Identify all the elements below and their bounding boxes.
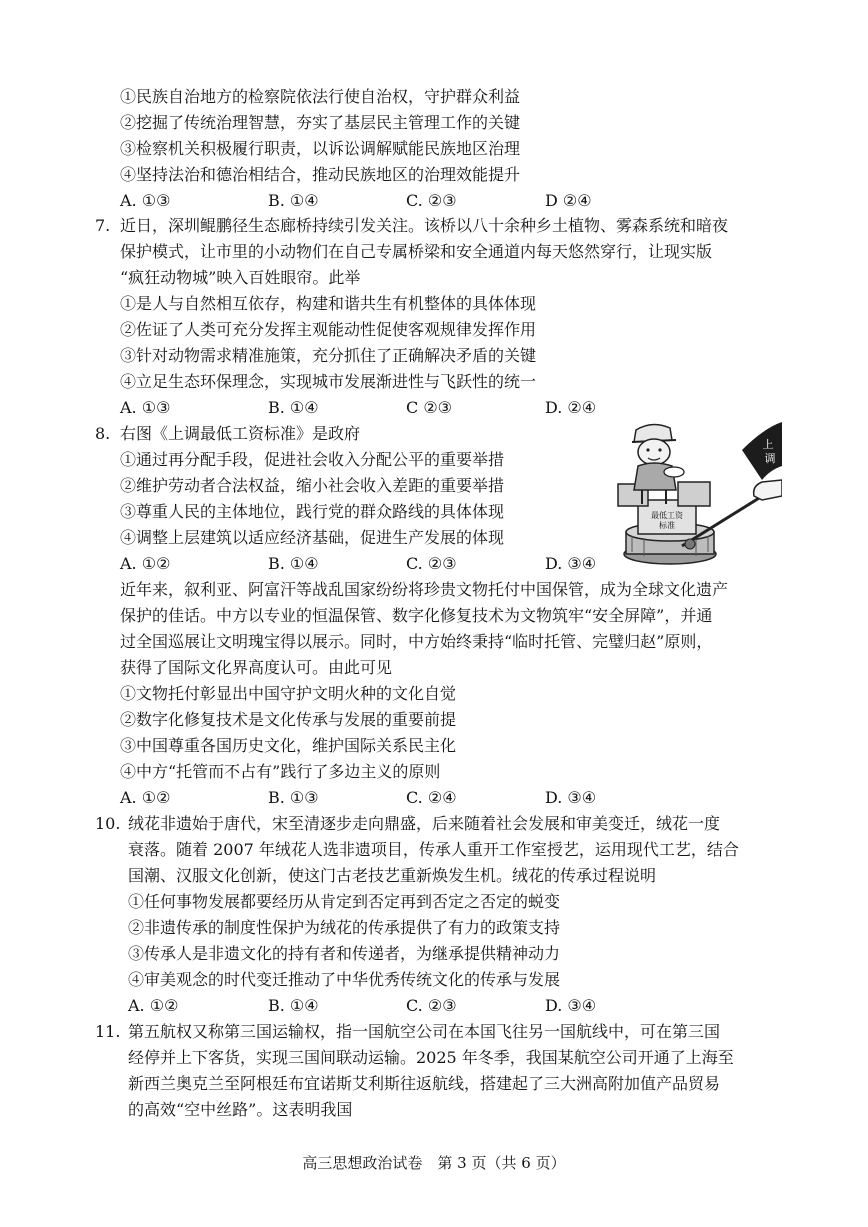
q8-option-a: A. ①② (120, 554, 171, 573)
q7-item-4: ④立足生态环保理念，实现城市发展渐进性与飞跃性的统一 (120, 372, 537, 391)
q7-stem-line-2: 保护模式，让市里的小动物们在自己专属桥梁和安全通道内每天悠然穿行，让现实版 (120, 242, 713, 261)
q9-item-3: ③中国尊重各国历史文化，维护国际关系民主化 (120, 736, 457, 755)
q10-option-d: D. ③④ (545, 996, 597, 1015)
page-footer: 高三思想政治试卷 第 3 页（共 6 页） (302, 1154, 566, 1172)
q10-item-4: ④审美观念的时代变迁推动了中华优秀传统文化的传承与发展 (128, 970, 561, 989)
q8-stem: 右图《上调最低工资标准》是政府 (120, 424, 361, 443)
q8-item-2: ②维护劳动者合法权益，缩小社会收入差距的重要举措 (120, 476, 505, 495)
q9-option-d: D. ③④ (545, 788, 597, 807)
q7-item-3: ③针对动物需求精准施策，充分抓住了正确解决矛盾的关键 (120, 346, 537, 365)
q9-item-1: ①文物托付彰显出中国守护文明火种的文化自觉 (120, 684, 457, 703)
q10-stem-line-3: 国潮、汉服文化创新，使这门古老技艺重新焕发生机。绒花的传承过程说明 (128, 866, 657, 885)
q6-item-1: ①民族自治地方的检察院依法行使自治权，守护群众利益 (120, 87, 521, 106)
q10-option-c: C. ②③ (406, 996, 457, 1015)
q10-item-3: ③传承人是非遗文化的持有者和传递者，为继承提供精神动力 (128, 944, 561, 963)
q8-option-d: D. ③④ (545, 554, 597, 573)
q9-item-4: ④中方“托管而不占有”践行了多边主义的原则 (120, 762, 441, 781)
q10-item-1: ①任何事物发展都要经历从肯定到否定再到否定之否定的蜕变 (128, 892, 561, 911)
q8-option-b: B. ①④ (268, 554, 319, 573)
q9-stem-line-4: 获得了国际文化界高度认可。由此可见 (120, 658, 393, 677)
q6-option-a: A. ①③ (120, 191, 171, 210)
q6-item-4: ④坚持法治和德治相结合，推动民族地区的治理效能提升 (120, 165, 521, 184)
q7-option-c: C ②③ (406, 398, 453, 417)
minimum-wage-cartoon (612, 420, 782, 570)
q7-option-a: A. ①③ (120, 398, 171, 417)
cartoon-label-line-2: 标准 (659, 521, 675, 530)
q6-item-3: ③检察机关积极履行职责，以诉讼调解赋能民族地区治理 (120, 139, 521, 158)
cartoon-banner-char-1: 上 (762, 438, 774, 451)
q9-stem-line-1: 近年来，叙利亚、阿富汗等战乱国家纷纷将珍贵文物托付中国保管，成为全球文化遗产 (120, 580, 729, 599)
cartoon-banner-char-2: 调 (764, 452, 776, 465)
q8-number: 8. (95, 424, 111, 443)
q7-option-d: D. ②④ (545, 398, 597, 417)
q11-stem-line-3: 新西兰奥克兰至阿根廷布宜诺斯艾利斯往返航线，搭建起了三大洲高附加值产品贸易 (128, 1074, 721, 1093)
q11-number: 11. (95, 1022, 121, 1041)
q10-stem-line-1: 绒花非遗始于唐代，宋至清逐步走向鼎盛，后来随着社会发展和审美变迁，绒花一度 (128, 814, 721, 833)
q8-item-4: ④调整上层建筑以适应经济基础，促进生产发展的体现 (120, 528, 505, 547)
q10-option-a: A. ①② (128, 996, 179, 1015)
q10-item-2: ②非遗传承的制度性保护为绒花的传承提供了有力的政策支持 (128, 918, 561, 937)
q6-option-d: D ②④ (545, 191, 592, 210)
q11-stem-line-4: 的高效“空中丝路”。这表明我国 (128, 1100, 353, 1119)
q10-stem-line-2: 衰落。随着 2007 年绒花人选非遗项目，传承人重开工作室授艺，运用现代工艺，结合 (128, 840, 739, 859)
q7-number: 7. (95, 216, 111, 235)
q6-item-2: ②挖掘了传统治理智慧，夯实了基层民主管理工作的关键 (120, 113, 521, 132)
q7-option-b: B. ①④ (268, 398, 319, 417)
q6-option-b: B. ①④ (268, 191, 319, 210)
q9-item-2: ②数字化修复技术是文化传承与发展的重要前提 (120, 710, 457, 729)
q7-stem-line-1: 近日，深圳鲲鹏径生态廊桥持续引发关注。该桥以八十余种乡土植物、雾森系统和暗夜 (120, 216, 729, 235)
q10-option-b: B. ①④ (268, 996, 319, 1015)
cartoon-label-line-1: 最低工资 (651, 511, 683, 520)
q8-option-c: C. ②③ (406, 554, 457, 573)
q9-stem-line-2: 保护的佳话。中方以专业的恒温保管、数字化修复技术为文物筑牢“安全屏障”，并通 (120, 606, 713, 625)
q9-stem-line-3: 过全国巡展让文明瑰宝得以展示。同时，中方始终秉持“临时托管、完璧归赵”原则， (120, 632, 713, 651)
q8-item-1: ①通过再分配手段，促进社会收入分配公平的重要举措 (120, 450, 505, 469)
q7-item-1: ①是人与自然相互依存，构建和谐共生有机整体的具体体现 (120, 294, 537, 313)
q7-item-2: ②佐证了人类可充分发挥主观能动性促使客观规律发挥作用 (120, 320, 537, 339)
q7-stem-line-3: “疯狂动物城”映入百姓眼帘。此举 (120, 268, 361, 287)
q8-item-3: ③尊重人民的主体地位，践行党的群众路线的具体体现 (120, 502, 505, 521)
q10-number: 10. (95, 814, 121, 833)
q6-option-c: C. ②③ (406, 191, 457, 210)
q9-option-c: C. ②④ (406, 788, 457, 807)
q9-option-b: B. ①③ (268, 788, 319, 807)
q9-option-a: A. ①② (120, 788, 171, 807)
q11-stem-line-2: 经停并上下客货，实现三国间联动运输。2025 年冬季，我国某航空公司开通了上海至 (128, 1048, 734, 1067)
q11-stem-line-1: 第五航权又称第三国运输权，指一国航空公司在本国飞往另一国航线中，可在第三国 (128, 1022, 721, 1041)
